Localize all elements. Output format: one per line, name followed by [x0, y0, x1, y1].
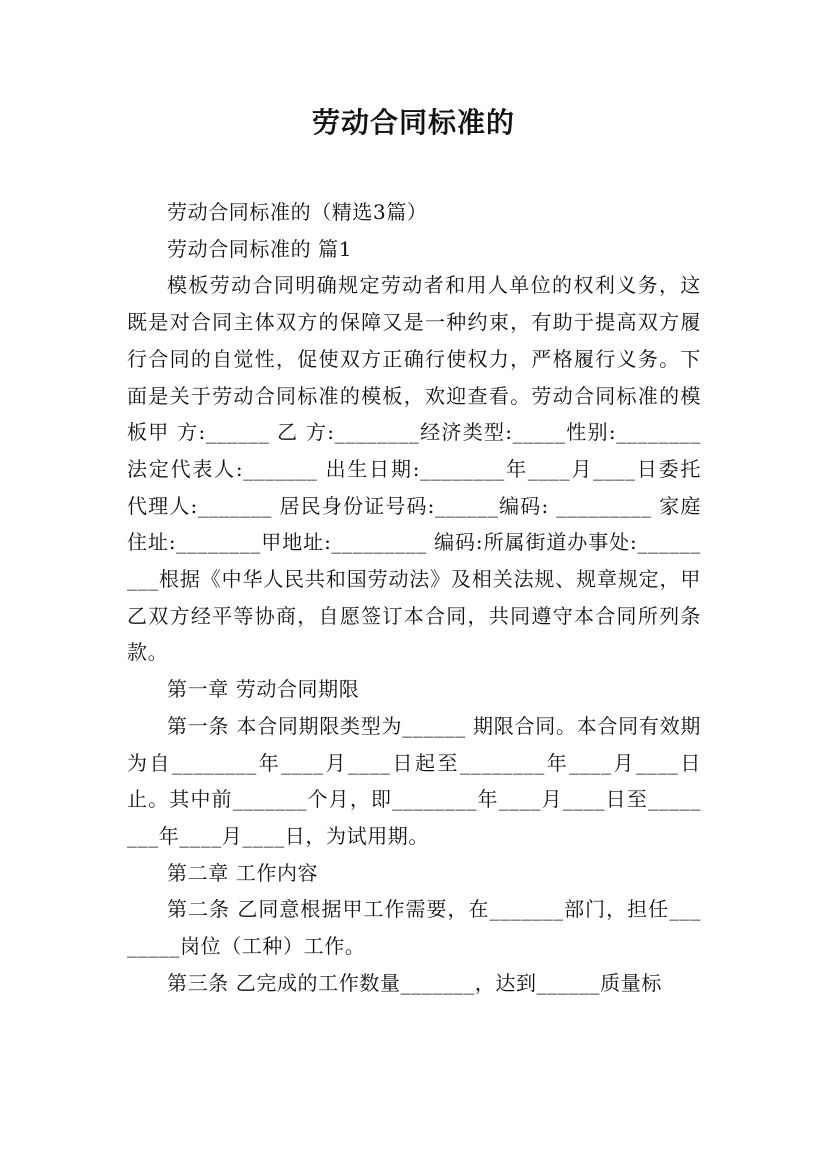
document-body — [127, 194, 701, 1001]
article-paragraph: 第二条 乙同意根据甲工作需要，在_______部门，担任________岗位（工种）工作。 — [127, 897, 701, 959]
chapter-heading: 第二章 工作内容 — [167, 860, 319, 885]
intro-line: 劳动合同标准的（精选3篇） — [167, 200, 428, 224]
chapter-heading: 第一章 劳动合同期限 — [167, 677, 360, 702]
body-paragraph: 模板劳动合同明确规定劳动者和用人单位的权利义务，这既是对合同主体双方的保障又是一种约束，有助于提高双方履行合同的自觉性，促使双方正确行使权力，严格履行义务。下面是关于劳动合同标准的模板，欢迎查看。劳动合同标准的模板甲 方:______ 乙 方:________经济类型:_____性别:________法定代表人:_______ 出生日期:________年____月____日委托代理人:_______ 居民身份证号码:______编码: _________ 家庭住址:________甲地址:_________ 编码:所属街道办事处:_________根据《中华人民共和国劳动法》及相关法规、规章规定，甲乙双方经平等协商，自愿签订本合同，共同遵守本合同所列条款。 — [127, 273, 701, 665]
article-paragraph: 第三条 乙完成的工作数量_______，达到______质量标 — [167, 970, 662, 995]
article-paragraph: 第一条 本合同期限类型为______ 期限合同。本合同有效期为自________年____月____日起至________年____月____日止。其中前_______个月，即________年____月____日至________年____月____日，为试用期。 — [127, 713, 701, 848]
section-heading: 劳动合同标准的 篇1 — [167, 236, 353, 261]
document-title: 劳动合同标准的 — [311, 106, 515, 139]
